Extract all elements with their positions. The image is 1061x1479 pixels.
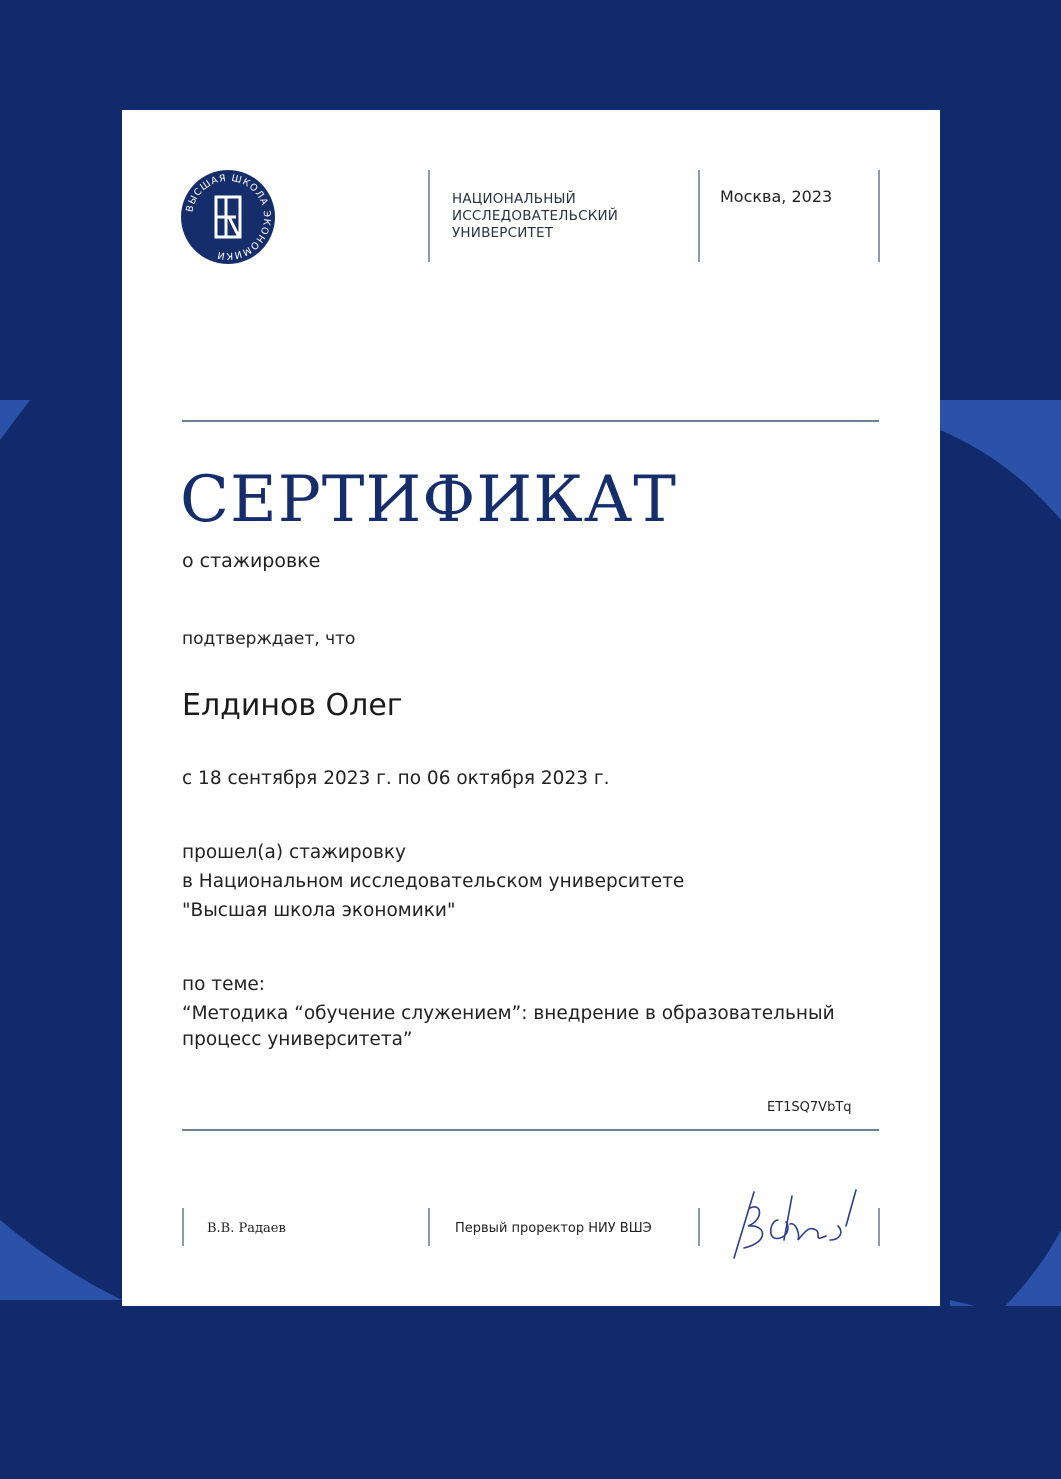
top-rule — [182, 420, 879, 422]
certificate-sheet — [122, 110, 940, 1306]
footer-divider — [428, 1208, 430, 1246]
completion-text — [182, 838, 684, 925]
completion-line: в Национальном исследовательском университете — [182, 871, 685, 892]
footer-divider — [698, 1208, 700, 1246]
completion-line: "Высшая школа экономики" — [182, 900, 456, 921]
university-name — [452, 191, 672, 242]
topic-label: по теме: — [182, 974, 266, 995]
topic-block — [182, 970, 835, 1054]
recipient-name: Елдинов Олег — [182, 688, 403, 723]
signatory-name: В.В. Радаев — [207, 1221, 286, 1236]
header-divider — [878, 170, 880, 262]
handwritten-signature-icon — [726, 1186, 876, 1266]
certificate-title: СЕРТИФИКАТ — [180, 463, 677, 537]
certificate-code: ET1SQ7VbTq — [767, 1100, 852, 1115]
hse-logo-icon — [181, 170, 275, 264]
certificate-subtitle: о стажировке — [182, 550, 321, 572]
bottom-rule — [182, 1129, 879, 1131]
header-divider — [698, 170, 700, 262]
signatory-role: Первый проректор НИУ ВШЭ — [455, 1221, 652, 1236]
university-name-line: ИССЛЕДОВАТЕЛЬСКИЙ — [452, 208, 619, 224]
topic-line: процесс университета” — [182, 1029, 413, 1050]
logo-ring-text: ВЫСШАЯ ШКОЛА ЭКОНОМИКИ — [184, 172, 273, 262]
footer-divider — [182, 1208, 184, 1246]
city-year: Москва, 2023 — [720, 187, 833, 206]
footer-divider — [878, 1208, 880, 1246]
topic-line: “Методика “обучение служением”: внедрение в образовательный — [182, 1003, 835, 1024]
university-name-line: УНИВЕРСИТЕТ — [452, 225, 554, 241]
completion-line: прошел(а) стажировку — [182, 842, 407, 863]
header-divider — [428, 170, 430, 262]
university-name-line: НАЦИОНАЛЬНЫЙ — [452, 191, 576, 207]
confirms-text: подтверждает, что — [182, 629, 356, 649]
internship-dates: с 18 сентября 2023 г. по 06 октября 2023 г. — [182, 768, 610, 789]
